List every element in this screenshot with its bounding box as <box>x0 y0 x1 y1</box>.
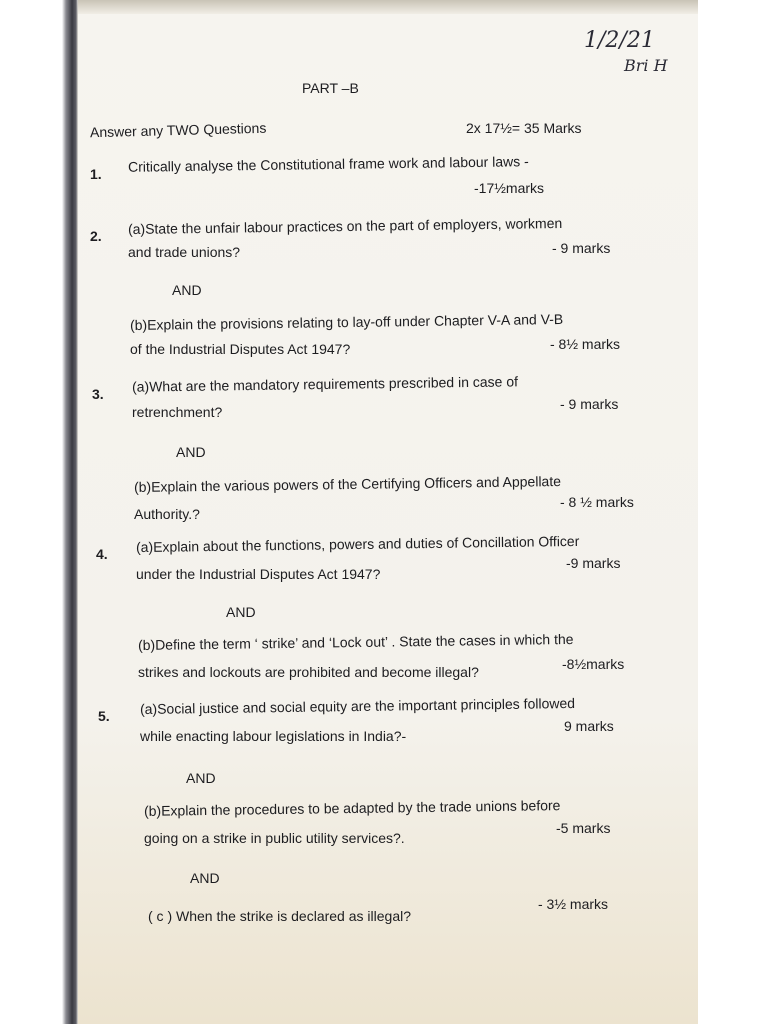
question-number: 5. <box>98 708 110 724</box>
question-marks: -8½marks <box>562 656 625 672</box>
question-text: (a)Social justice and social equity are the important principles followed <box>139 694 576 718</box>
question-marks: - 8 ½ marks <box>560 494 634 510</box>
question-text: retrenchment? <box>132 404 223 420</box>
question-text: and trade unions? <box>128 244 241 260</box>
question-text: (b)Explain the procedures to be adapted by the trade unions before <box>143 797 561 819</box>
question-text: (b)Define the term ‘ strike’ and ‘Lock out’ . State the cases in which the <box>137 630 574 654</box>
total-marks: 2x 17½= 35 Marks <box>466 120 582 136</box>
binding-shadow <box>0 0 78 1024</box>
question-text: ( c ) When the strike is declared as illegal? <box>148 908 411 924</box>
question-number: 2. <box>90 228 102 244</box>
question-text: (a)What are the mandatory requirements prescribed in case of <box>131 373 519 395</box>
page-top-edge <box>78 0 698 14</box>
question-marks: 9 marks <box>564 718 614 734</box>
question-number: 3. <box>92 386 104 402</box>
question-text: Authority.? <box>134 506 200 522</box>
question-marks: - 9 marks <box>560 396 619 412</box>
background <box>698 0 768 1024</box>
question-text: (b)Explain the provisions relating to lay-off under Chapter V-A and V-B <box>129 310 564 334</box>
question-text: (b)Explain the various powers of the Certifying Officers and Appellate <box>133 473 562 495</box>
and-label: AND <box>176 444 206 460</box>
and-label: AND <box>190 870 220 886</box>
question-marks: -9 marks <box>566 555 621 571</box>
and-label: AND <box>186 770 216 786</box>
question-text: under the Industrial Disputes Act 1947? <box>136 566 381 582</box>
question-marks: - 3½ marks <box>538 896 609 912</box>
instruction: Answer any TWO Questions <box>89 119 267 141</box>
question-number: 4. <box>96 546 108 562</box>
question-marks: - 9 marks <box>552 240 611 256</box>
question-number: 1. <box>90 166 102 182</box>
question-text: strikes and lockouts are prohibited and become illegal? <box>138 664 479 680</box>
question-text: (a)State the unfair labour practices on the part of employers, workmen <box>127 214 563 238</box>
question-marks: -5 marks <box>556 820 611 836</box>
question-text: of the Industrial Disputes Act 1947? <box>130 341 351 357</box>
and-label: AND <box>172 282 202 298</box>
question-text: going on a strike in public utility services?. <box>144 830 405 846</box>
handwritten-note: Bri H <box>624 56 668 75</box>
part-heading: PART –B <box>302 80 359 96</box>
question-text: (a)Explain about the functions, powers and duties of Concillation Officer <box>135 532 580 556</box>
question-text: Critically analyse the Constitutional frame work and labour laws - <box>127 153 529 175</box>
question-marks: -17½marks <box>474 180 545 196</box>
handwritten-date: 1/2/21 <box>584 28 655 53</box>
and-label: AND <box>226 604 256 620</box>
question-marks: - 8½ marks <box>550 336 621 352</box>
question-text: while enacting labour legislations in India?- <box>140 728 407 744</box>
